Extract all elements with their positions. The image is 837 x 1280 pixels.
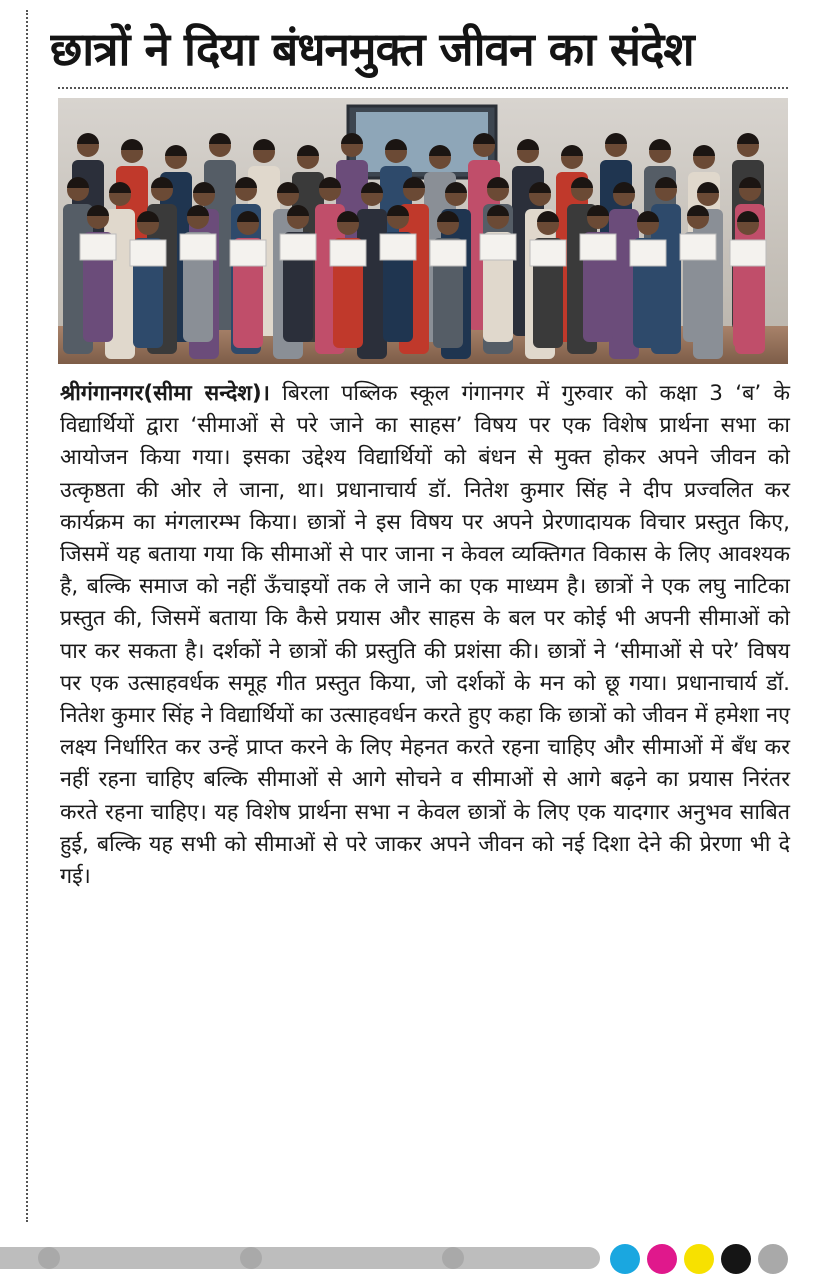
cyan-registration-mark [610,1244,640,1274]
yellow-registration-mark [684,1244,714,1274]
gray-color-strip [0,1247,600,1269]
column-divider [26,10,28,1222]
headline: छात्रों ने दिया बंधनमुक्त जीवन का संदेश [50,22,694,76]
article-text: बिरला पब्लिक स्कूल गंगानगर में गुरुवार को कक्षा 3 ‘ब’ के विद्यार्थियों द्वारा ‘सीमाओं से परे जाने का साहस’ विषय पर एक विशेष प्रार्थना सभा का आयोजन किया गया। इसका उद्देश्य विद्यार्थियों को बंधन से मुक्त होकर अपने जीवन को उत्कृष्ठता की ओर ले जाना, था। प्रधानाचार्य डॉ. नितेश कुमार सिंह ने दीप प्रज्वलित कर कार्यक्रम का मंगलारम्भ किया। छात्रों ने इस विषय पर अपने प्रेरणादायक विचार प्रस्तुत किए, जिसमें यह बताया गया कि सीमाओं से पार जाना न केवल व्यक्तिगत विकास के लिए आवश्यक है, बल्कि समाज को नहीं ऊँचाइयों तक ले जाने का एक माध्यम है। छात्रों ने एक लघु नाटिका प्रस्तुत की, जिसमें बताया कि कैसे प्रयास और साहस के बल पर कोई भी अपनी सीमाओं को पार कर सकता है। दर्शकों ने छात्रों की प्रस्तुति की प्रशंसा की। छात्रों ने ‘सीमाओं से परे’ विषय पर एक उत्साहवर्धक समूह गीत प्रस्तुत किया, जो दर्शकों के मन को छू गया। प्रधानाचार्य डॉ. नितेश कुमार सिंह ने विद्यार्थियों का उत्साहवर्धन करते हुए कहा कि छात्रों को जीवन में हमेशा नए लक्ष्य निर्धारित कर उन्हें प्राप्त करने के लिए मेहनत करते रहना चाहिए और सीमाओं में बँध कर नहीं रहना चाहिए बल्कि सीमाओं से आगे सोचने व सीमाओं से आगे बढ़ने का प्रयास निरंतर करते रहना चाहिए। यह विशेष प्रार्थना सभा न केवल छात्रों के लिए एक यादगार अनुभव साबित हुई, बल्कि यह सभी को सीमाओं से परे जाकर अपने जीवन को नई दिशा देने की प्रेरणा भी दे गई। [60,381,790,890]
gray-strip-dot [240,1247,262,1269]
group-photo [58,98,788,364]
black-registration-mark [721,1244,751,1274]
headline-divider [58,87,788,89]
gray-strip-dot [38,1247,60,1269]
article-dateline: श्रीगंगानगर(सीमा सन्देश)। [60,381,270,406]
magenta-registration-mark [647,1244,677,1274]
gray-strip-dot [442,1247,464,1269]
group-photo-students-with-certificates-icon [58,98,788,364]
gray-registration-mark [758,1244,788,1274]
article-body [60,378,790,893]
